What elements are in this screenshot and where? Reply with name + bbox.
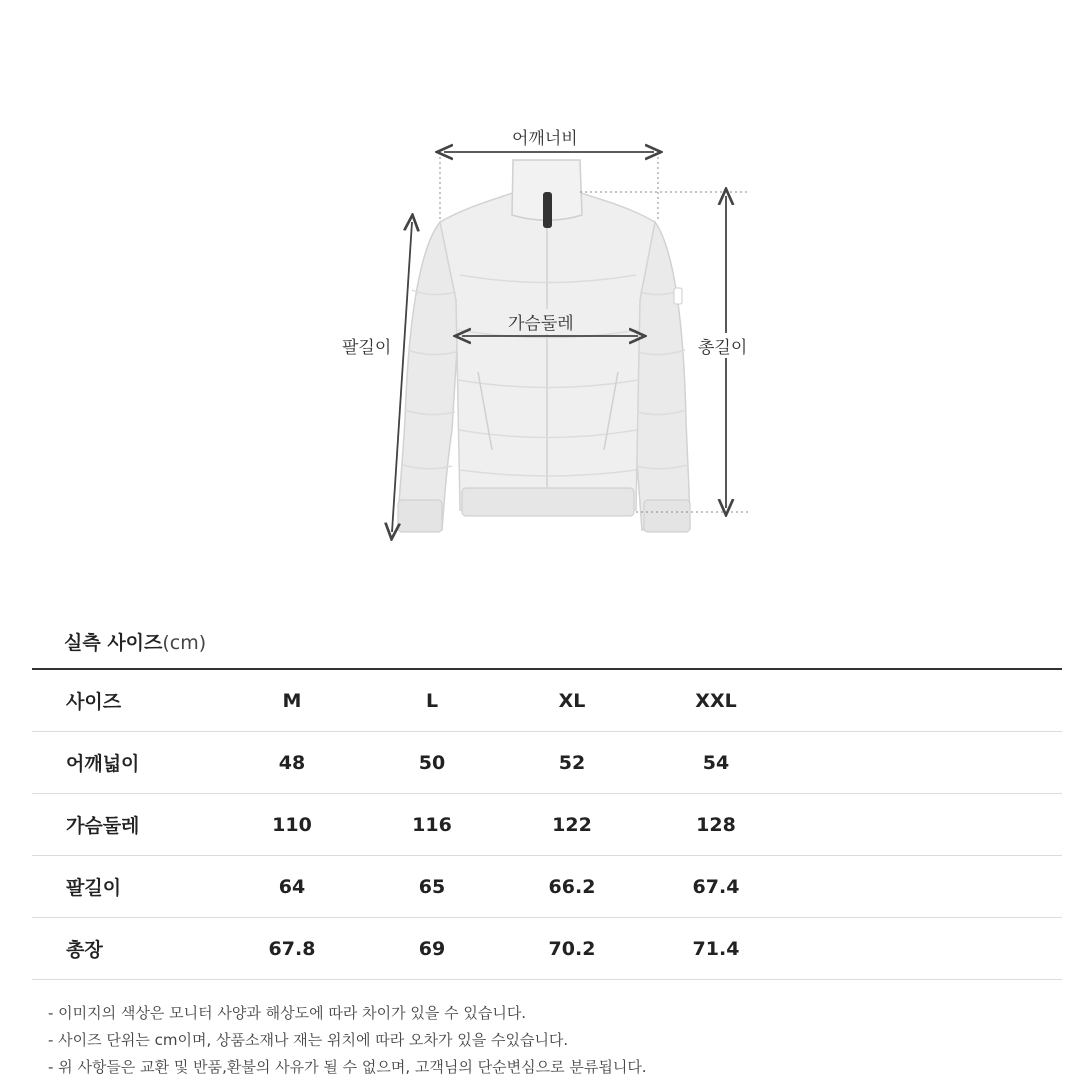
table-cell: 70.2	[502, 918, 642, 980]
table-spacer	[790, 794, 1062, 856]
table-cell: 67.8	[222, 918, 362, 980]
note-line: - 사이즈 단위는 cm이며, 상품소재나 재는 위치에 따라 오차가 있을 수있습니다.	[48, 1031, 569, 1049]
table-cell: 67.4	[642, 856, 790, 918]
row-label: 가슴둘레	[32, 794, 222, 856]
note-line: - 위 사항들은 교환 및 반품,환불의 사유가 될 수 없으며, 고객님의 단순변심으로 분류됩니다.	[48, 1058, 647, 1076]
header-size-xl: XL	[502, 670, 642, 732]
table-cell: 128	[642, 794, 790, 856]
table-spacer	[790, 918, 1062, 980]
table-cell: 64	[222, 856, 362, 918]
row-label: 팔길이	[32, 856, 222, 918]
chest-label: 가슴둘레	[508, 309, 574, 334]
table-cell: 54	[642, 732, 790, 794]
jacket-icon	[398, 160, 690, 532]
shoulder-label: 어깨너비	[512, 129, 578, 149]
table-row	[32, 856, 1062, 918]
header-size-xxl: XXL	[642, 670, 790, 732]
note-line: - 이미지의 색상은 모니터 사양과 해상도에 따라 차이가 있을 수 있습니다.	[48, 1004, 527, 1022]
size-table-title	[64, 628, 206, 655]
header-size-l: L	[362, 670, 502, 732]
size-table-unit: (cm)	[162, 632, 207, 654]
table-row	[32, 918, 1062, 980]
header-label: 사이즈	[32, 670, 222, 732]
size-table	[32, 670, 1062, 980]
table-cell: 69	[362, 918, 502, 980]
table-cell: 122	[502, 794, 642, 856]
header-size-m: M	[222, 670, 362, 732]
notes	[48, 1000, 647, 1081]
table-header-row	[32, 670, 1062, 732]
table-cell: 65	[362, 856, 502, 918]
sleeve-label: 팔길이	[342, 338, 392, 358]
table-spacer	[790, 856, 1062, 918]
row-label: 총장	[32, 918, 222, 980]
table-cell: 48	[222, 732, 362, 794]
table-cell: 71.4	[642, 918, 790, 980]
table-spacer	[790, 732, 1062, 794]
table-cell: 116	[362, 794, 502, 856]
table-cell: 52	[502, 732, 642, 794]
table-cell: 50	[362, 732, 502, 794]
length-label: 총길이	[698, 333, 747, 358]
table-cell: 66.2	[502, 856, 642, 918]
table-cell: 110	[222, 794, 362, 856]
table-spacer	[790, 670, 1062, 732]
size-table-title-text: 실측 사이즈	[64, 632, 163, 654]
table-row	[32, 794, 1062, 856]
row-label: 어깨넓이	[32, 732, 222, 794]
table-row	[32, 732, 1062, 794]
